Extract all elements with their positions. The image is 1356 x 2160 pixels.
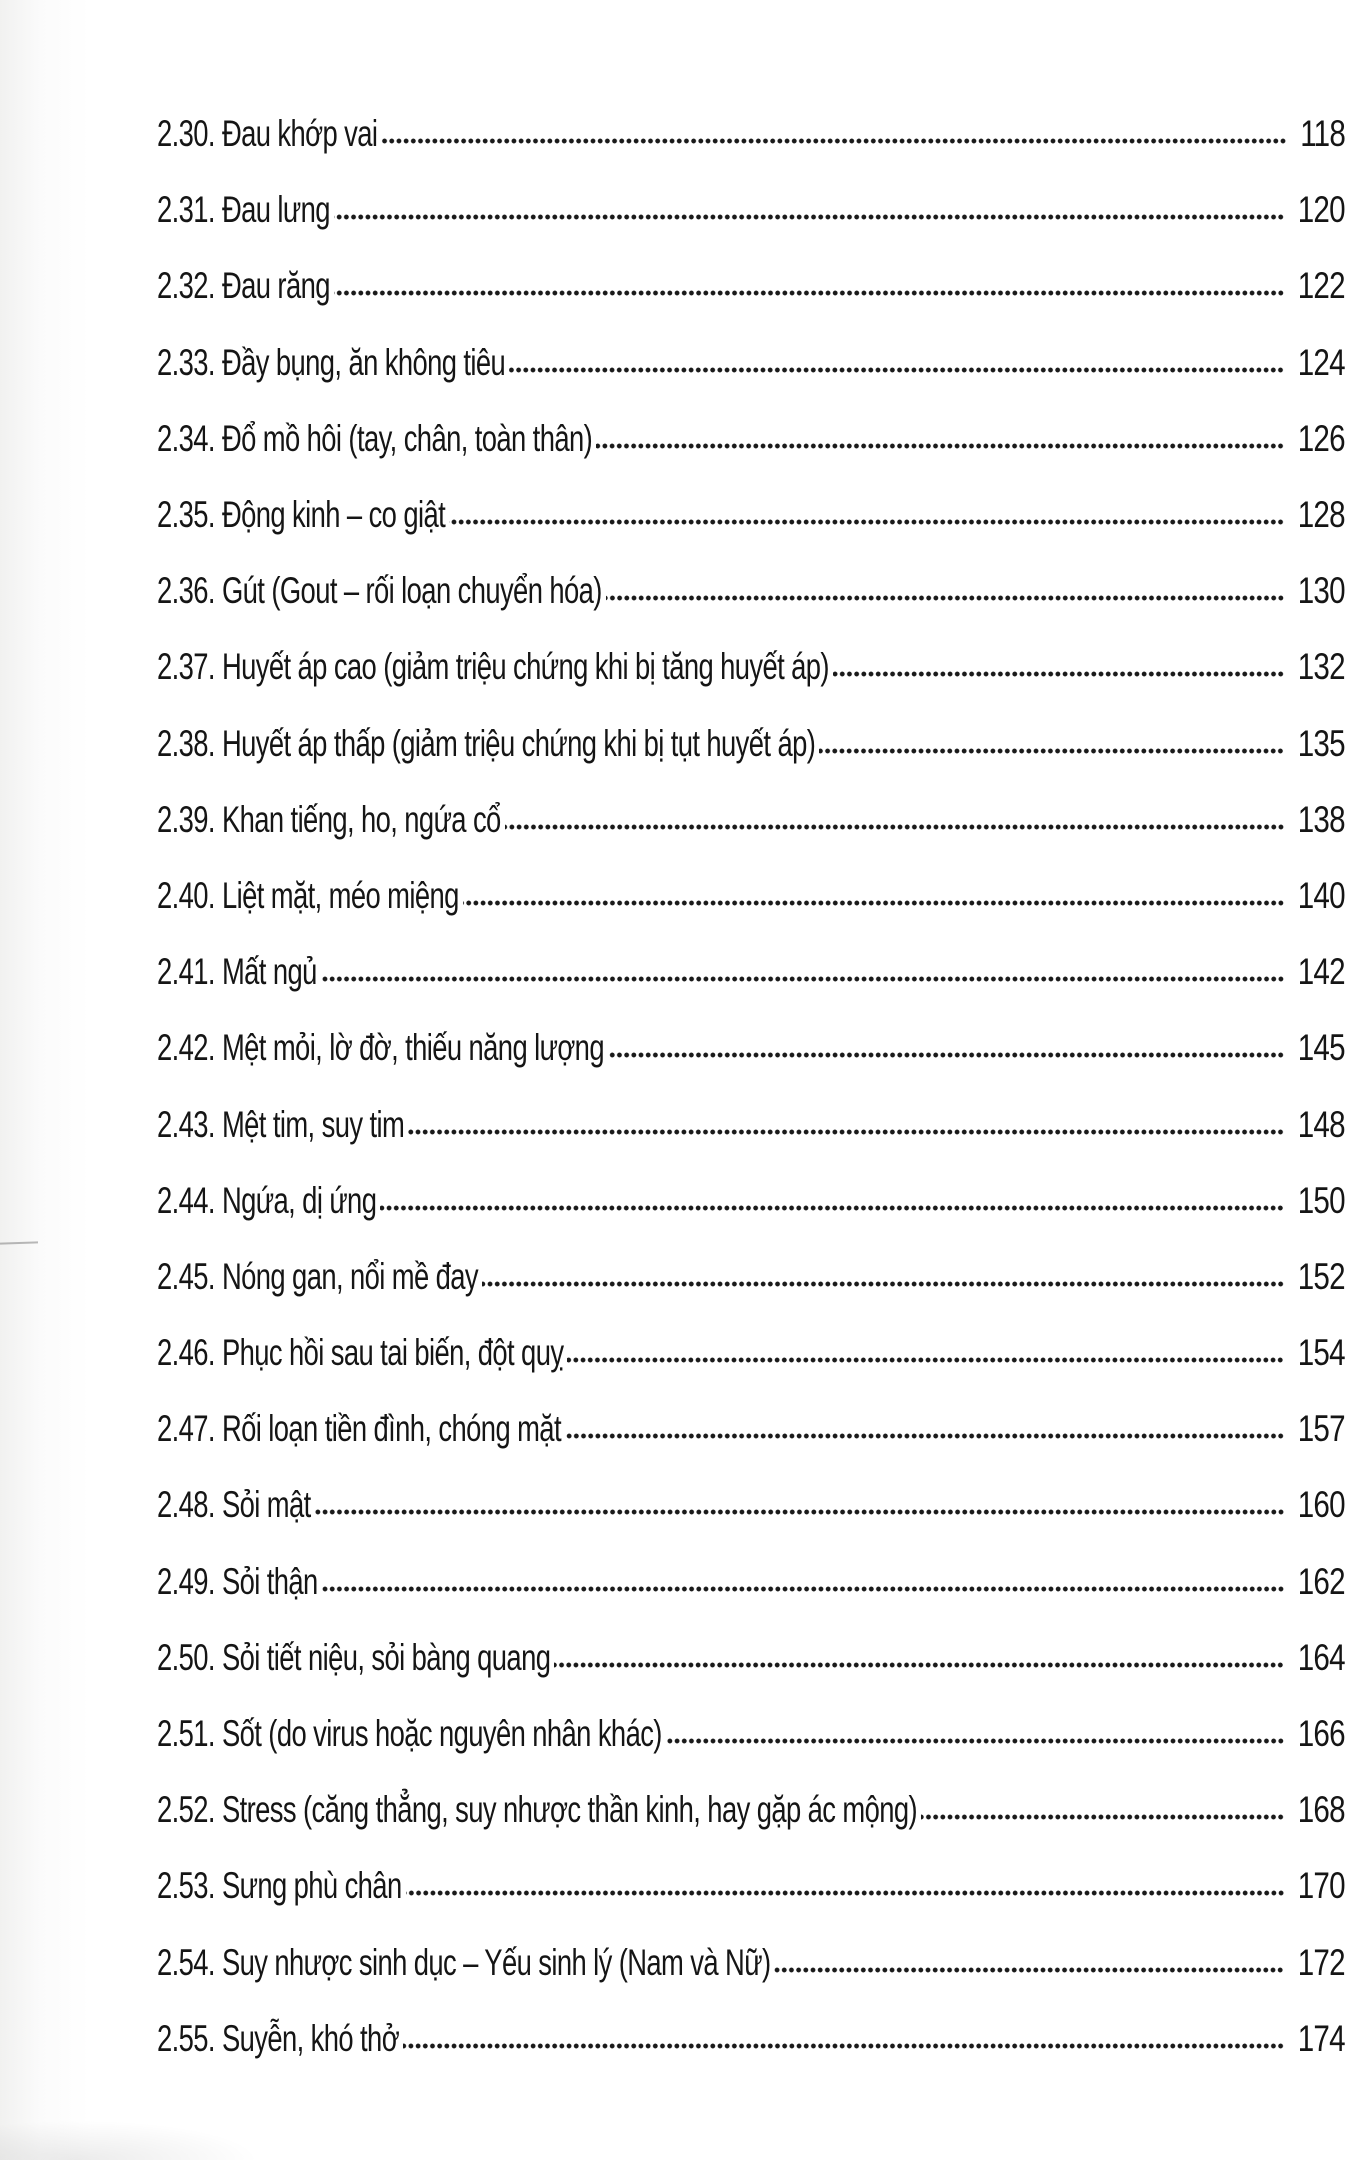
toc-entry-text: Suy nhược sinh dục – Yếu sinh lý (Nam và Nữ) <box>221 1941 771 1983</box>
toc-entry[interactable] <box>157 1239 1345 1315</box>
toc-entry[interactable] <box>157 1315 1345 1391</box>
dot-leader <box>463 899 1284 907</box>
toc-entry-page: 174 <box>1298 2017 1345 2059</box>
dot-leader <box>833 670 1284 678</box>
toc-entry-page: 160 <box>1298 1484 1345 1526</box>
toc-entry[interactable] <box>157 172 1345 248</box>
toc-entry-page: 130 <box>1298 570 1345 612</box>
toc-entry[interactable] <box>157 934 1345 1010</box>
toc-entry-page: 126 <box>1298 417 1345 459</box>
toc-entry-number: 2.52. <box>157 1789 215 1831</box>
toc-entry-page: 162 <box>1298 1560 1345 1602</box>
dot-leader <box>315 1508 1285 1516</box>
toc-entry[interactable] <box>157 858 1345 934</box>
toc-entry-text: Động kinh – co giật <box>221 494 446 536</box>
dot-leader <box>565 1432 1284 1440</box>
toc-entry[interactable] <box>157 1772 1345 1848</box>
toc-entry-page: 154 <box>1298 1332 1345 1374</box>
toc-entry-page: 140 <box>1298 874 1345 916</box>
toc-entry-title <box>157 799 501 841</box>
toc-entry-page: 124 <box>1298 341 1345 383</box>
toc-entry-page: 157 <box>1298 1408 1345 1450</box>
toc-entry-number: 2.40. <box>157 874 215 916</box>
toc-entry-page: 148 <box>1298 1103 1345 1145</box>
toc-entry-text: Sốt (do virus hoặc nguyên nhân khác) <box>221 1713 662 1755</box>
toc-entry[interactable] <box>157 96 1345 172</box>
toc-entry[interactable] <box>157 325 1345 401</box>
toc-entry-number: 2.43. <box>157 1103 215 1145</box>
toc-entry-number: 2.47. <box>157 1408 215 1450</box>
dot-leader <box>449 518 1284 526</box>
toc-entry-number: 2.32. <box>157 265 215 307</box>
toc-entry-page: 164 <box>1298 1636 1345 1678</box>
toc-entry[interactable] <box>157 706 1345 782</box>
scan-shadow <box>0 2120 260 2160</box>
toc-entry-text: Huyết áp cao (giảm triệu chứng khi bị tăng huyết áp) <box>221 646 829 688</box>
dot-leader <box>608 1051 1284 1059</box>
toc-entry[interactable] <box>157 1163 1345 1239</box>
toc-entry[interactable] <box>157 1010 1345 1086</box>
toc-entry-number: 2.53. <box>157 1865 215 1907</box>
toc-entry-title <box>157 1256 478 1298</box>
dot-leader <box>606 594 1284 602</box>
toc-entry-text: Sưng phù chân <box>221 1865 402 1907</box>
toc-entry-text: Nóng gan, nổi mề đay <box>221 1255 479 1297</box>
toc-entry-title <box>157 875 459 917</box>
toc-entry-number: 2.36. <box>157 570 215 612</box>
toc-entry-title <box>157 1332 563 1374</box>
toc-entry[interactable] <box>157 1696 1345 1772</box>
toc-entry-title <box>157 570 602 612</box>
toc-entry-title <box>157 1561 318 1603</box>
toc-entry-text: Huyết áp thấp (giảm triệu chứng khi bị tụt huyết áp) <box>221 722 816 764</box>
toc-entry-number: 2.41. <box>157 951 215 993</box>
dot-leader <box>774 1966 1284 1974</box>
toc-entry[interactable] <box>157 1925 1345 2001</box>
toc-entry-number: 2.33. <box>157 341 215 383</box>
toc-entry-text: Liệt mặt, méo miệng <box>221 874 459 916</box>
dot-leader <box>334 213 1284 221</box>
dot-leader <box>482 1280 1284 1288</box>
toc-entry-page: 145 <box>1298 1027 1345 1069</box>
dot-leader <box>322 1585 1285 1593</box>
toc-entry-title <box>157 1180 376 1222</box>
toc-entry-title <box>157 494 445 536</box>
toc-entry-page: 122 <box>1298 265 1345 307</box>
dot-leader <box>408 1128 1284 1136</box>
toc-entry-text: Đầy bụng, ăn không tiêu <box>221 341 506 383</box>
toc-entry-text: Đau lưng <box>221 189 330 231</box>
toc-entry-number: 2.38. <box>157 722 215 764</box>
toc-entry-text: Mệt mỏi, lờ đờ, thiếu năng lượng <box>221 1027 604 1069</box>
toc-entry-page: 120 <box>1298 189 1345 231</box>
toc-entry-title <box>157 189 330 231</box>
toc-entry-number: 2.37. <box>157 646 215 688</box>
toc-entry[interactable] <box>157 1086 1345 1162</box>
toc-entry-number: 2.31. <box>157 189 215 231</box>
toc-entry-number: 2.55. <box>157 2017 215 2059</box>
toc-entry-page: 138 <box>1298 798 1345 840</box>
toc-entry-text: Rối loạn tiền đình, chóng mặt <box>221 1408 561 1450</box>
toc-entry-text: Phục hồi sau tai biến, đột quỵ <box>221 1332 564 1374</box>
toc-entry-number: 2.39. <box>157 798 215 840</box>
toc-entry-number: 2.46. <box>157 1332 215 1374</box>
toc-entry-text: Mệt tim, suy tim <box>221 1103 405 1145</box>
toc-entry-title <box>157 1484 311 1526</box>
toc-entry-text: Đau răng <box>221 265 330 307</box>
dot-leader <box>505 823 1285 831</box>
toc-entry-page: 128 <box>1298 494 1345 536</box>
toc-entry-page: 172 <box>1298 1941 1345 1983</box>
toc-entry-text: Ngứa, dị ứng <box>221 1179 377 1221</box>
toc-entry-title <box>157 1942 770 1984</box>
toc-entry[interactable] <box>157 1391 1345 1467</box>
dot-leader <box>380 1204 1284 1212</box>
toc-entry-text: Sỏi tiết niệu, sỏi bàng quang <box>221 1636 551 1678</box>
toc-entry[interactable] <box>157 629 1345 705</box>
toc-entry-page: 118 <box>1300 113 1345 155</box>
toc-entry-page: 132 <box>1298 646 1345 688</box>
toc-entry-number: 2.51. <box>157 1713 215 1755</box>
toc-entry[interactable] <box>157 1544 1345 1620</box>
toc-entry-title <box>157 342 505 384</box>
toc-entry-number: 2.44. <box>157 1179 215 1221</box>
toc-entry[interactable] <box>157 477 1345 553</box>
toc-entry-page: 168 <box>1298 1789 1345 1831</box>
dot-leader <box>921 1813 1284 1821</box>
toc-entry-title <box>157 2018 399 2060</box>
toc-entry-title <box>157 723 815 765</box>
toc-entry-title <box>157 1865 402 1907</box>
toc-entry-text: Đổ mồ hôi (tay, chân, toàn thân) <box>221 417 593 459</box>
toc-entry-title <box>157 1713 662 1755</box>
toc-entry-text: Suyễn, khó thở <box>221 2017 400 2059</box>
toc-entry[interactable] <box>157 248 1345 324</box>
dot-leader <box>509 366 1284 374</box>
toc-entry-page: 166 <box>1298 1713 1345 1755</box>
dot-leader <box>334 289 1284 297</box>
toc-entry[interactable] <box>157 782 1345 858</box>
toc-entry-title <box>157 265 330 307</box>
toc-entry-title <box>157 1789 917 1831</box>
toc-entry-number: 2.54. <box>157 1941 215 1983</box>
toc-entry-number: 2.35. <box>157 494 215 536</box>
toc-entry-title <box>157 951 317 993</box>
toc-entry-page: 150 <box>1298 1179 1345 1221</box>
toc-entry-text: Stress (căng thẳng, suy nhược thần kinh, hay gặp ác mộng) <box>221 1789 918 1831</box>
toc-entry[interactable] <box>157 401 1345 477</box>
toc-entry-text: Khan tiếng, ho, ngứa cổ <box>221 798 501 840</box>
toc-entry-text: Gút (Gout – rối loạn chuyển hóa) <box>221 570 602 612</box>
toc-entry-page: 170 <box>1298 1865 1345 1907</box>
toc-entry-page: 142 <box>1298 951 1345 993</box>
dot-leader <box>596 442 1284 450</box>
dot-leader <box>406 1889 1285 1897</box>
toc-entry-number: 2.50. <box>157 1636 215 1678</box>
toc-entry[interactable] <box>157 2001 1345 2077</box>
toc-entry-text: Sỏi mật <box>221 1484 311 1526</box>
toc-entry-title <box>157 646 829 688</box>
toc-entry-number: 2.30. <box>157 113 215 155</box>
dot-leader <box>403 2042 1284 2050</box>
dot-leader <box>321 975 1285 983</box>
toc-entry-number: 2.48. <box>157 1484 215 1526</box>
dot-leader <box>666 1737 1284 1745</box>
toc-entry-number: 2.49. <box>157 1560 215 1602</box>
toc-entry-title <box>157 418 592 460</box>
toc-entry[interactable] <box>157 1620 1345 1696</box>
toc-entry[interactable] <box>157 1848 1345 1924</box>
toc-entry-page: 135 <box>1298 722 1345 764</box>
dot-leader <box>381 137 1287 145</box>
dot-leader <box>567 1356 1284 1364</box>
toc-entry-text: Đau khớp vai <box>221 113 378 155</box>
toc-entry-title <box>157 113 377 155</box>
toc-entry-number: 2.45. <box>157 1255 215 1297</box>
toc-entry-title <box>157 1104 404 1146</box>
toc-entry-title <box>157 1637 550 1679</box>
dot-leader <box>819 747 1284 755</box>
toc-entry-text: Mất ngủ <box>221 951 317 993</box>
table-of-contents <box>157 96 1345 2077</box>
toc-entry-page: 152 <box>1298 1255 1345 1297</box>
toc-entry-number: 2.34. <box>157 417 215 459</box>
toc-entry[interactable] <box>157 553 1345 629</box>
dot-leader <box>554 1661 1284 1669</box>
toc-entry[interactable] <box>157 1467 1345 1543</box>
toc-entry-title <box>157 1408 561 1450</box>
toc-entry-text: Sỏi thận <box>221 1560 318 1602</box>
page-edge-mark <box>0 1241 38 1244</box>
toc-entry-number: 2.42. <box>157 1027 215 1069</box>
toc-entry-title <box>157 1027 604 1069</box>
